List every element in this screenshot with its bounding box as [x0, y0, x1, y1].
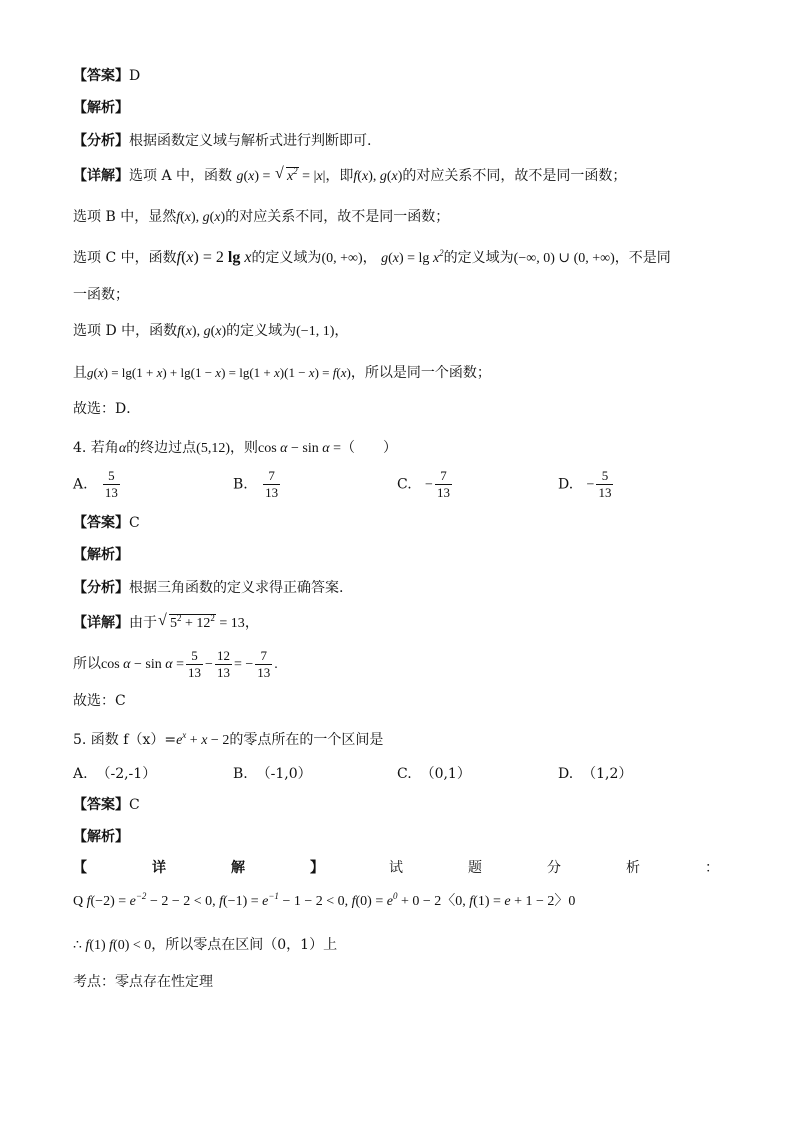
option-text: （-2,-1） [96, 766, 157, 782]
fraction-12-13: $\frac{12}{13}$ [216, 647, 230, 680]
option-label: A. [73, 476, 88, 493]
interval-union: (−∞, 0) ∪ (0, +∞) [513, 251, 615, 266]
option-sign: − [425, 477, 433, 493]
answer-label: 【答案】 [73, 68, 129, 84]
q4-option-a [73, 468, 122, 501]
question-5-stem [73, 731, 383, 750]
detail-text: 且 [73, 365, 87, 381]
detail-text: 的对应关系不同，故不是同一函数； [225, 209, 450, 225]
spread-char: 试 [389, 860, 403, 876]
formula-ex-x-2: $e^x + x - 2$ [176, 730, 230, 748]
detail-text: 由于 [129, 615, 157, 631]
q4-option-b [233, 468, 282, 501]
spread-char: 题 [468, 860, 482, 876]
formula-fg: f(x), g(x) [353, 169, 403, 184]
detail-text: 所以 [73, 656, 101, 672]
detail-text: 选项 D 中，函数 [73, 323, 178, 339]
fraction-5-13: $\frac{5}{13}$ [188, 647, 202, 680]
question-text: （ ） [341, 440, 398, 456]
option-label: A. [73, 766, 88, 782]
conclusion-line-5 [73, 936, 337, 955]
detail-line-B [73, 208, 449, 227]
detail-text: ， [334, 323, 349, 339]
detail-text: ，即 [325, 168, 354, 184]
q4-option-c [397, 468, 454, 501]
formula-cos-sin: cos α − sin α = [258, 441, 342, 456]
detail-text: ， [244, 615, 259, 631]
option-label: B. [233, 766, 248, 782]
question-4-stem [73, 439, 397, 458]
detail-text: 选项 B 中，显然 [73, 209, 177, 225]
formula-cos-minus-sin: cos α − sin α = [101, 657, 185, 672]
detail-heading-5-spread [73, 859, 719, 877]
q5-option-d [558, 765, 632, 783]
fraction-num: 5 [108, 468, 115, 483]
interval-0-inf: (0, +∞) [321, 251, 363, 266]
detail-line-A [73, 167, 626, 186]
formula-lg-product: g(x) = lg(1 + x) + lg(1 − x) = lg(1 + x)(1 − x) = f(x) [87, 365, 351, 380]
option-text: （1,2） [582, 766, 633, 782]
fraction-den: 13 [598, 485, 612, 500]
formula-g-lgx2: $g(x) = \lg x^2$ [381, 248, 444, 266]
option-text: （-1,0） [256, 766, 312, 782]
answer-value: C [129, 515, 140, 531]
q5-option-a [73, 765, 156, 783]
fenxi-text: 根据三角函数的定义求得正确答案. [129, 580, 344, 596]
analysis-heading-1: 【解析】 [73, 100, 129, 116]
fenxi-label: 【分析】 [73, 133, 129, 149]
detail-text: 的定义域为 [251, 250, 322, 266]
choice-line-1: 故选：D． [73, 401, 141, 417]
alpha-symbol: α [118, 441, 127, 456]
detail-text: 的定义域为 [443, 250, 514, 266]
option-label: B. [233, 476, 248, 493]
formula-zero-evals: Q $f(-2) = e^{-2} - 2 - 2 < 0$, $f(-1) = e^{-1} - 1 - 2 < 0$, $f(0) = e^0 + 0 - 2$〈0, f(1) = e + 1 − 2〉0 [73, 891, 576, 909]
answer-label: 【答案】 [73, 797, 129, 813]
formula-gx-sqrt: g(x) = √ $x^2 = |x|$ [236, 169, 325, 184]
formula-fg: f(x), g(x) [177, 324, 227, 339]
spread-char: 】 [310, 860, 324, 876]
analysis-line-1 [73, 132, 371, 150]
detail-line-4 [73, 614, 259, 633]
detail-text: ，所以零点在区间（0，1）上 [151, 937, 338, 953]
q5-option-c [397, 765, 471, 783]
formula-fg: f(x), g(x) [176, 210, 226, 225]
point-5-12: (5,12) [196, 441, 230, 456]
question-text: 4. 若角 [73, 440, 119, 456]
spread-char: 【 [73, 860, 87, 876]
analysis-heading-5: 【解析】 [73, 829, 129, 845]
answer-label: 【答案】 [73, 515, 129, 531]
spread-char: 详 [152, 860, 166, 876]
detail-text: 的定义域为 [226, 323, 297, 339]
fraction-num: 7 [268, 468, 275, 483]
spread-char: 析 [626, 860, 640, 876]
option-fraction [103, 468, 120, 501]
option-text: （0,1） [420, 766, 471, 782]
option-fraction [596, 468, 613, 501]
detail-line-C2: 一函数； [73, 287, 129, 303]
fraction-7-13: $\frac{7}{13}$ [257, 647, 271, 680]
fraction-num: 7 [440, 468, 447, 483]
fraction-den: 13 [104, 485, 118, 500]
analysis-heading-4: 【解析】 [73, 547, 129, 563]
detail-line-D [73, 322, 348, 341]
detail-text: ，不是同 [614, 250, 671, 266]
answer-value: D [129, 68, 141, 84]
detail-label: 【详解】 [73, 615, 129, 631]
option-sign: − [586, 477, 595, 493]
detail-text: 的对应关系不同，故不是同一函数； [402, 168, 627, 184]
interval-m1-1: (−1, 1) [296, 324, 335, 339]
q4-option-d [558, 468, 615, 501]
question-text: 的终边过点 [126, 440, 197, 456]
formula-sqrt-13: √ $5^2 + 12^2 = 13$ [157, 616, 245, 631]
option-label: D. [558, 766, 574, 782]
answer-line-1 [73, 67, 140, 85]
question-text: 的零点所在的一个区间是 [229, 732, 384, 748]
option-label: D. [558, 476, 574, 493]
detail-text: 选项 A 中，函数 [129, 168, 233, 184]
detail-text: ，所以是同一个函数； [350, 365, 491, 381]
detail-line-C [73, 249, 671, 268]
detail-label: 【详解】 [73, 168, 129, 184]
answer-line-5 [73, 796, 140, 814]
option-label: C. [397, 476, 412, 493]
spread-char: ： [705, 860, 719, 876]
fraction-num: 5 [601, 468, 609, 483]
choice-line-4: 故选：C [73, 693, 126, 709]
answer-line-4 [73, 514, 140, 532]
analysis-line-4 [73, 579, 343, 597]
fenxi-label: 【分析】 [73, 580, 129, 596]
detail-text: 选项 C 中，函数 [73, 250, 177, 266]
formula-f1f0: ∴ f(1) f(0) < 0 [73, 938, 152, 953]
answer-value: C [129, 797, 140, 813]
detail-line-E [73, 364, 491, 382]
fenxi-text: 根据函数定义域与解析式进行判断即可. [129, 133, 372, 149]
fraction-den: 13 [436, 485, 450, 500]
spread-char: 分 [547, 860, 561, 876]
option-fraction [435, 468, 452, 501]
formula-f-2lgx: f(x) = 2 lg x [176, 249, 252, 266]
question-text: ，则 [230, 440, 258, 456]
kaodian-line: 考点：零点存在性定理 [73, 974, 213, 990]
question-text: 5. 函数 f（x）= [73, 732, 177, 748]
detail-text: ， [362, 250, 377, 266]
fraction-den: 13 [265, 485, 279, 500]
option-label: C. [397, 766, 412, 782]
detail-line-4b: 所以cos α − sin α = $\frac{5}{13}$ − $\frac{12}{13}$ = − $\frac{7}{13}$ . [73, 647, 278, 680]
spread-char: 解 [231, 860, 245, 876]
option-fraction [263, 468, 280, 501]
q5-option-b [233, 765, 312, 783]
